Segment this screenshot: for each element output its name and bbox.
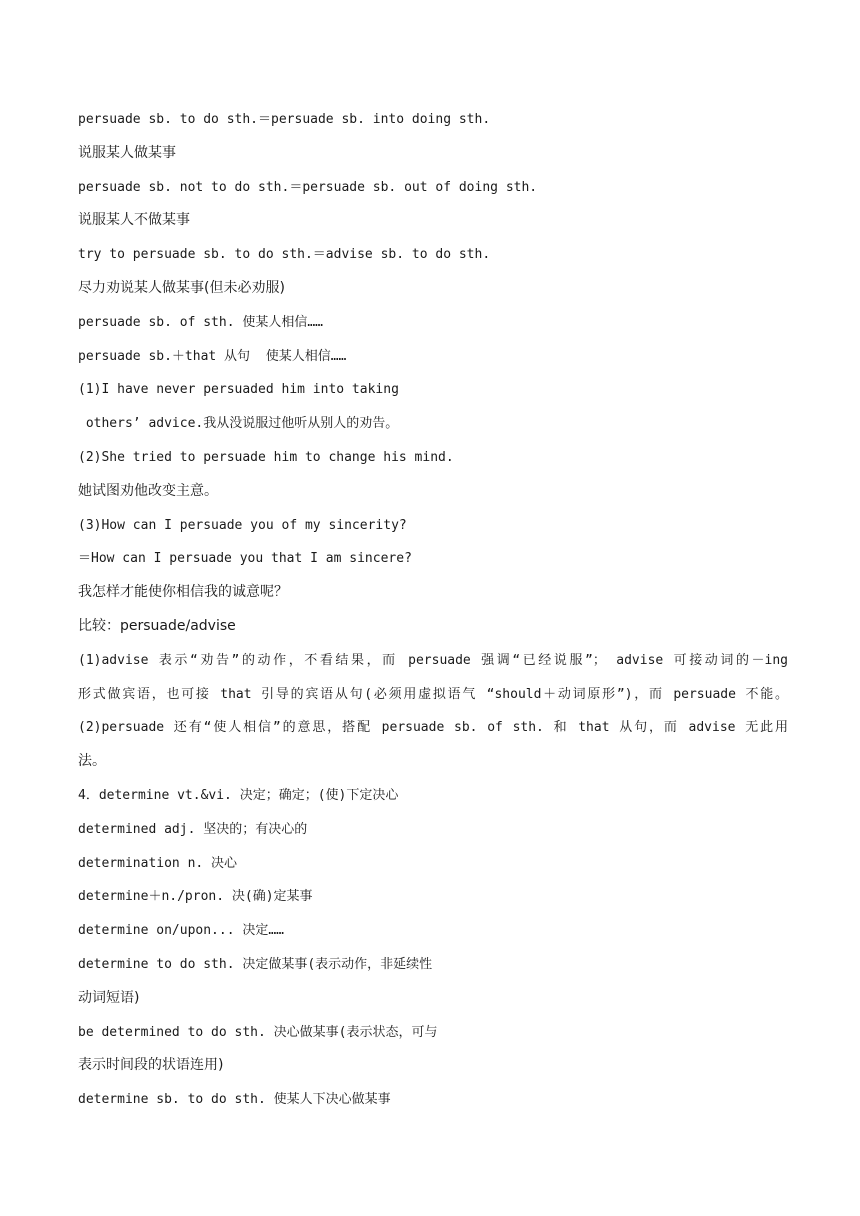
text-line: (1)I have never persuaded him into taking bbox=[78, 382, 399, 398]
text-line: determine to do sth. 决定做某事(表示动作，非延续性 bbox=[78, 956, 433, 972]
text-line: 说服某人做某事 bbox=[78, 144, 176, 161]
text-line: persuade sb.＋that 从句 使某人相信…… bbox=[78, 348, 347, 364]
text-line: determine＋n./pron. 决(确)定某事 bbox=[78, 889, 313, 905]
text-line: persuade sb. of sth. 使某人相信…… bbox=[78, 314, 324, 330]
text-line: 说服某人不做某事 bbox=[78, 212, 190, 229]
text-line: 她试图劝他改变主意。 bbox=[78, 482, 218, 499]
text-line: 动词短语) bbox=[78, 989, 140, 1006]
text-line: determine sb. to do sth. 使某人下决心做某事 bbox=[78, 1092, 391, 1108]
text-line: persuade sb. not to do sth.＝persuade sb. out of doing sth. bbox=[78, 179, 538, 195]
text-line: (1)advise 表示“劝告”的动作，不看结果，而 persuade 强调“已经说服”； advise 可接动词的－ing bbox=[78, 652, 788, 668]
text-line: 4．determine vt.&vi. 决定；确定；(使)下定决心 bbox=[78, 787, 399, 803]
text-line: (2)persuade 还有“使人相信”的意思，搭配 persuade sb. of sth. 和 that 从句，而 advise 无此用 bbox=[78, 720, 788, 736]
text-line: 法。 bbox=[78, 753, 106, 770]
text-line: (2)She tried to persuade him to change his mind. bbox=[78, 449, 454, 465]
text-line: persuade sb. to do sth.＝persuade sb. into doing sth. bbox=[78, 112, 491, 127]
document-body bbox=[78, 103, 788, 1117]
text-line: determine on/upon... 决定…… bbox=[78, 923, 285, 939]
text-line: 形式做宾语，也可接 that 引导的宾语从句(必须用虚拟语气 “should＋动词原形”)，而 persuade 不能。 bbox=[78, 686, 788, 702]
text-line: ＝How can I persuade you that I am sincere? bbox=[78, 551, 412, 567]
text-line: determined adj. 坚决的；有决心的 bbox=[78, 821, 308, 837]
text-line: 表示时间段的状语连用) bbox=[78, 1057, 224, 1074]
text-line: (3)How can I persuade you of my sincerity? bbox=[78, 517, 407, 533]
text-line: try to persuade sb. to do sth.＝advise sb. to do sth. bbox=[78, 247, 491, 263]
text-line: be determined to do sth. 决心做某事(表示状态，可与 bbox=[78, 1024, 438, 1040]
text-line: 我怎样才能使你相信我的诚意呢？ bbox=[78, 584, 288, 601]
text-line: determination n. 决心 bbox=[78, 855, 238, 871]
text-line: others’ advice.我从没说服过他听从别人的劝告。 bbox=[78, 416, 399, 432]
text-line: 比较：persuade/advise bbox=[78, 617, 236, 634]
text-line: 尽力劝说某人做某事(但未必劝服) bbox=[78, 279, 285, 296]
